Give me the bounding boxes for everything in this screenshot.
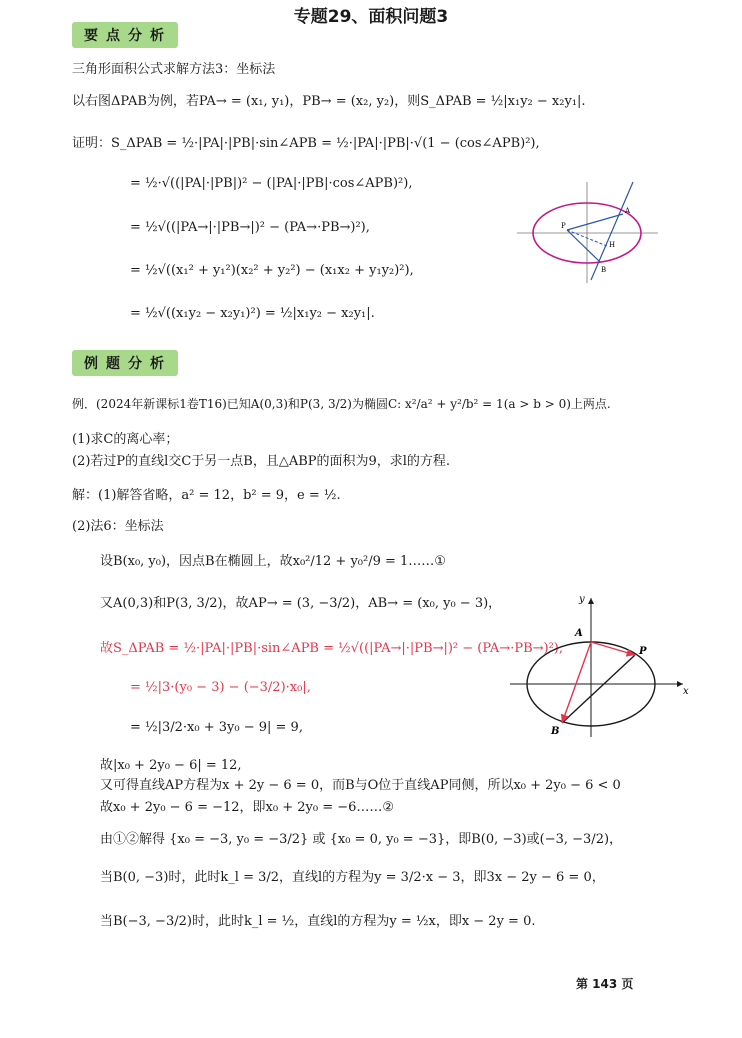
ellipse-figure-2: [505, 592, 695, 742]
proof-line-3: = ½√((|PA→|·|PB→|)² − (PA→·PB→)²),: [130, 220, 370, 235]
label-a-1: A: [625, 207, 631, 215]
step-4: 故|x₀ + 2y₀ − 6| = 12,: [100, 758, 242, 773]
proof-line-2: = ½·√((|PA|·|PB|)² − (|PA|·|PB|·cos∠APB)²),: [130, 176, 413, 191]
step-7: 由①②解得 {x₀ = −3, y₀ = −3/2} 或 {x₀ = 0, y₀ = −3}，即B(0, −3)或(−3, −3/2)，: [100, 832, 623, 847]
proof-line-4: = ½√((x₁² + y₁²)(x₂² + y₂²) − (x₁x₂ + y₁y₂)²),: [130, 263, 414, 278]
label-x: x: [683, 686, 689, 697]
step-2: 又A(0,3)和P(3, 3/2)，故AP→ = (3, −3/2)，AB→ = (x₀, y₀ − 3)，: [100, 596, 502, 611]
segment-pa: [567, 214, 623, 230]
step-6: 故x₀ + 2y₀ − 6 = −12，即x₀ + 2y₀ = −6……②: [100, 800, 395, 815]
label-b-2: B: [551, 726, 560, 737]
label-y: y: [579, 594, 585, 605]
section-badge-key-points: 要点分析: [72, 22, 178, 48]
label-b-1: B: [601, 266, 607, 274]
solution-1: 解：(1)解答省略，a² = 12，b² = 9，e = ½.: [72, 488, 341, 503]
page-number: 第 143 页: [576, 977, 634, 991]
label-h-1: H: [609, 241, 616, 249]
label-p-2: P: [639, 646, 647, 657]
label-p-1: P: [561, 222, 566, 230]
proof-line-5: = ½√((x₁y₂ − x₂y₁)²) = ½|x₁y₂ − x₂y₁|.: [130, 306, 375, 321]
question-1: (1)求C的离心率；: [72, 432, 179, 447]
label-a-2: A: [575, 628, 583, 639]
line-ab-1: [591, 182, 633, 280]
formula-intro: 以右图ΔPAB为例，若PA→ = (x₁, y₁)，PB→ = (x₂, y₂)，则S_ΔPAB = ½|x₁y₂ − x₂y₁|.: [72, 94, 586, 109]
method-line: 三角形面积公式求解方法3：坐标法: [72, 62, 276, 77]
proof-line-1: 证明：S_ΔPAB = ½·|PA|·|PB|·sin∠APB = ½·|PA|·|PB|·√(1 − (cos∠APB)²),: [72, 136, 540, 151]
red-step-1: 故S_ΔPAB = ½·|PA|·|PB|·sin∠APB = ½√((|PA→|·|PB→|)² − (PA→·PB→)²),: [100, 641, 564, 656]
section-badge-example: 例题分析: [72, 350, 178, 376]
step-8: 当B(0, −3)时，此时k_l = 3/2，直线l的方程为y = 3/2·x − 3，即3x − 2y − 6 = 0，: [100, 870, 605, 885]
ellipse-figure-1: [515, 180, 660, 285]
step-9: 当B(−3, −3/2)时，此时k_l = ½，直线l的方程为y = ½x，即x − 2y = 0.: [100, 914, 536, 929]
step-5: 又可得直线AP方程为x + 2y − 6 = 0，而B与O位于直线AP同侧，所以x₀ + 2y₀ − 6 < 0: [100, 778, 621, 793]
step-1: 设B(x₀, y₀)，因点B在椭圆上，故x₀²/12 + y₀²/9 = 1……①: [100, 554, 446, 569]
question-2: (2)若过P的直线l交C于另一点B，且△ABP的面积为9，求l的方程.: [72, 454, 451, 469]
page-title: 专题29、面积问题3: [293, 7, 449, 27]
red-step-2: = ½|3·(y₀ − 3) − (−3/2)·x₀|,: [130, 680, 311, 695]
line-pb: [562, 655, 635, 723]
solution-2-heading: (2)法6：坐标法: [72, 519, 164, 534]
step-3: = ½|3/2·x₀ + 3y₀ − 9| = 9,: [130, 720, 303, 735]
segment-pb: [567, 230, 600, 262]
problem-statement: 例．(2024年新课标1卷T16)已知A(0,3)和P(3, 3/2)为椭圆C: x²/a² + y²/b² = 1(a > b > 0)上两点.: [72, 397, 611, 411]
vector-ab: [562, 642, 591, 723]
